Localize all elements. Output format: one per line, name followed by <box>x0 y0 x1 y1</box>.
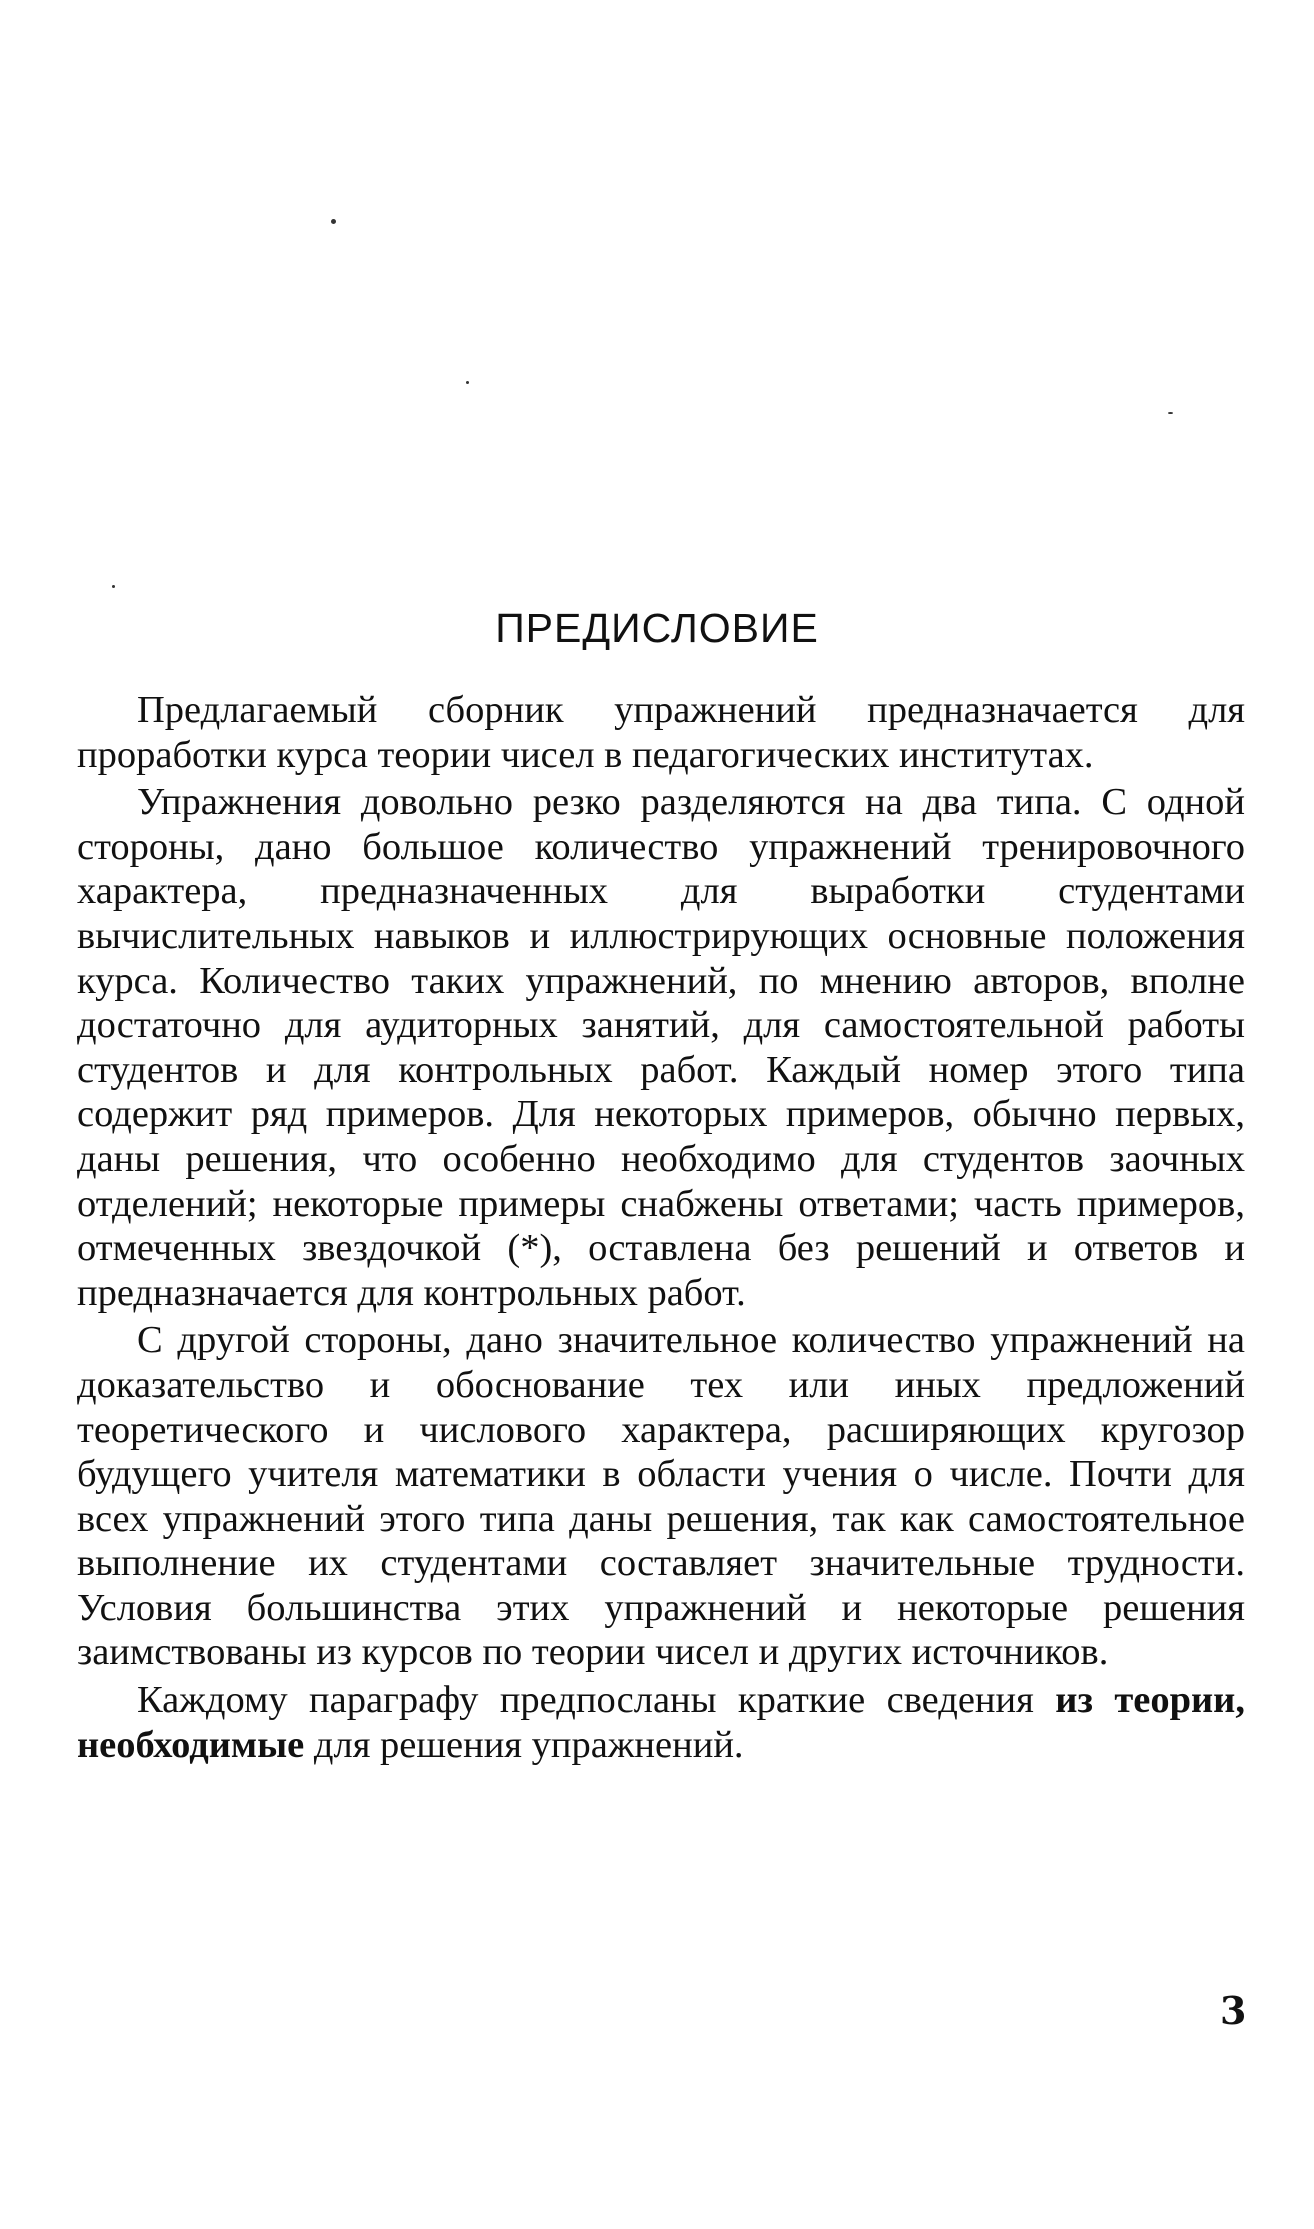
theory-notes-first-part: Каждому параграфу предпосланы краткие сведения <box>137 1679 1034 1722</box>
preface-body <box>77 688 1245 1770</box>
print-speck <box>112 585 115 588</box>
paragraph-proof-exercises: С другой стороны, дано значительное количество упражнений на доказательство и обоснование тех или иных предложений теоретического и числового характера, расширяющих кругозор будущего учителя математики в области учения о числе. Почти для всех упражнений этого типа даны решения, так как самостоятельное выполнение их студентами составляет значительные трудности. Условия большинства этих упражнений и некоторые решения заимствованы из курсов по теории чисел и других источников. <box>77 1319 1245 1674</box>
print-speck <box>466 381 469 384</box>
paragraph-intro: Предлагаемый сборник упражнений предназначается для проработки курса теории чисел в педагогических институтах. <box>77 689 1245 776</box>
theory-notes-bold-part: из теории, необходимые <box>77 1679 1245 1766</box>
paragraph-theory-notes <box>77 1678 1245 1767</box>
theory-notes-rest: для решения упражнений. <box>304 1723 744 1766</box>
print-speck <box>331 219 336 224</box>
paragraph-exercise-types: Упражнения довольно резко разделяются на два типа. С одной стороны, дано большое количество упражнений тренировочного характера, предназначенных для выработки студентами вычислительных навыков и иллюстрирующих основные положения курса. Количество таких упражнений, по мнению авторов, вполне достаточно для аудиторных занятий, для самостоятельной работы студентов и для контрольных работ. Каждый номер этого типа содержит ряд примеров. Для некоторых примеров, обычно первых, даны решения, что особенно необходимо для студентов заочных отделений; некоторые примеры снабжены ответами; часть примеров, отмеченных звездочкой (*), оставлена без решений и ответов и предназначается для контрольных работ. <box>77 781 1245 1314</box>
page-number: 3 <box>1220 1988 1247 2033</box>
page-title: ПРЕДИСЛОВИЕ <box>495 605 819 651</box>
print-speck <box>1168 412 1173 414</box>
